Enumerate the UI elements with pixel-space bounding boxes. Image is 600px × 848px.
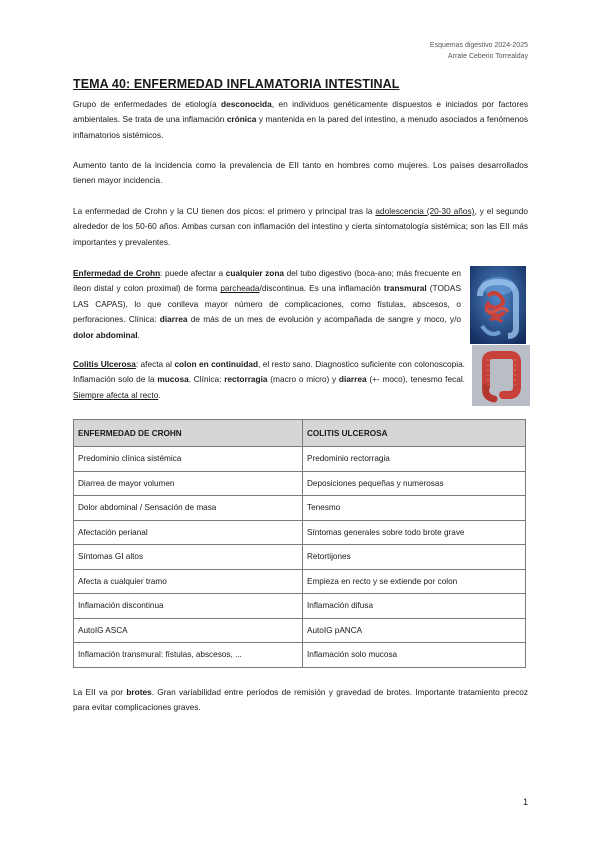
closing-paragraph: La EII va por brotes. Gran variabilidad entre periodos de remisión y gravedad de brotes. Importante tratamiento precoz para evitar complicaciones graves. bbox=[73, 687, 528, 713]
header-author: Arrate Ceberio Torrealday bbox=[447, 53, 528, 60]
table-row bbox=[74, 643, 526, 668]
table-cell: Afectación perianal bbox=[74, 520, 303, 545]
table-cell: Inflamación discontinua bbox=[74, 594, 303, 619]
table-cell: Síntomas generales sobre todo brote grave bbox=[303, 520, 526, 545]
table-cell: Predominio clínica sistémica bbox=[74, 447, 303, 472]
crohn-intestine-illustration bbox=[470, 266, 526, 344]
header-crohn: ENFERMEDAD DE CROHN bbox=[74, 420, 303, 447]
crohn-paragraph: Enfermedad de Crohn: puede afectar a cualquier zona del tubo digestivo (boca-ano; más frecuente en íleon distal y colon proximal) de forma parcheada/discontinua. Es una inflamación transmural (TODAS LAS CAPAS), lo que conlleva mayor número de complicaciones, como fístulas, abscesos, o perforaciones. Clínica: diarrea de más de un mes de evolución y acompañada de sangre y moco, y/o dolor abdominal. bbox=[73, 268, 462, 340]
page-number: 1 bbox=[522, 797, 528, 807]
table-cell: Tenesmo bbox=[303, 496, 526, 521]
intro-paragraph: Grupo de enfermedades de etiología desconocida, en individuos genéticamente dispuestos e iniciados por factores ambientales. Se trata de una inflamación crónica y mantenida en la pared del intestino, a menudo asociados a fenómenos inflamatorios sistémicos. bbox=[73, 99, 528, 140]
table-header-row bbox=[74, 420, 526, 447]
table-cell: Inflamación solo mucosa bbox=[303, 643, 526, 668]
table-cell: Deposiciones pequeñas y numerosas bbox=[303, 471, 526, 496]
incidence-paragraph: Aumento tanto de la incidencia como la prevalencia de EII tanto en hombres como mujeres. Los países desarrollados tienen mayor incidencia. bbox=[73, 160, 528, 186]
colitis-heading: Colitis Ulcerosa bbox=[73, 359, 136, 369]
table-cell: Predominio rectorragia bbox=[303, 447, 526, 472]
table-cell: Empieza en recto y se extiende por colon bbox=[303, 569, 526, 594]
table-cell: AutoIG ASCA bbox=[74, 618, 303, 643]
peaks-paragraph: La enfermedad de Crohn y la CU tienen dos picos: el primero y principal tras la adolescencia (20-30 años), y el segundo alrededor de los 50-60 años. Ambas cursan con inflamación del intestino y cierta sintomatología sistémica; son las EII más importantes y prevalentes. bbox=[73, 206, 528, 247]
table-row bbox=[74, 520, 526, 545]
table-cell: Síntomas GI altos bbox=[74, 545, 303, 570]
colitis-paragraph: Colitis Ulcerosa: afecta al colon en continuidad, el resto sano. Diagnostico suficiente con colonoscopia. Inflamación solo de la mucosa. Clínica: rectorragia (macro o micro) y diarrea (+- moco), tenesmo fecal. Siempre afecta al recto. bbox=[73, 359, 465, 400]
colon-illustration bbox=[472, 345, 530, 406]
document-header bbox=[430, 40, 528, 62]
table-row bbox=[74, 471, 526, 496]
table-cell: AutoIG pANCA bbox=[303, 618, 526, 643]
header-colitis: COLITIS ULCEROSA bbox=[303, 420, 526, 447]
header-course: Esquemas digestivo 2024-2025 bbox=[429, 42, 528, 49]
table-row bbox=[74, 545, 526, 570]
table-row bbox=[74, 618, 526, 643]
comparison-table bbox=[73, 419, 526, 668]
table-cell: Inflamación transmural: fístulas, abscesos, ... bbox=[74, 643, 303, 668]
table-row bbox=[74, 594, 526, 619]
table-row bbox=[74, 569, 526, 594]
page-title: TEMA 40: ENFERMEDAD INFLAMATORIA INTESTINAL bbox=[73, 77, 400, 91]
table-cell: Dolor abdominal / Sensación de masa bbox=[74, 496, 303, 521]
table-cell: Afecta a cualquier tramo bbox=[74, 569, 303, 594]
table-cell: Diarrea de mayor volumen bbox=[74, 471, 303, 496]
table-row bbox=[74, 496, 526, 521]
table-cell: Retortijones bbox=[303, 545, 526, 570]
table-cell: Inflamación difusa bbox=[303, 594, 526, 619]
crohn-heading: Enfermedad de Crohn bbox=[73, 268, 161, 278]
table-row bbox=[74, 447, 526, 472]
